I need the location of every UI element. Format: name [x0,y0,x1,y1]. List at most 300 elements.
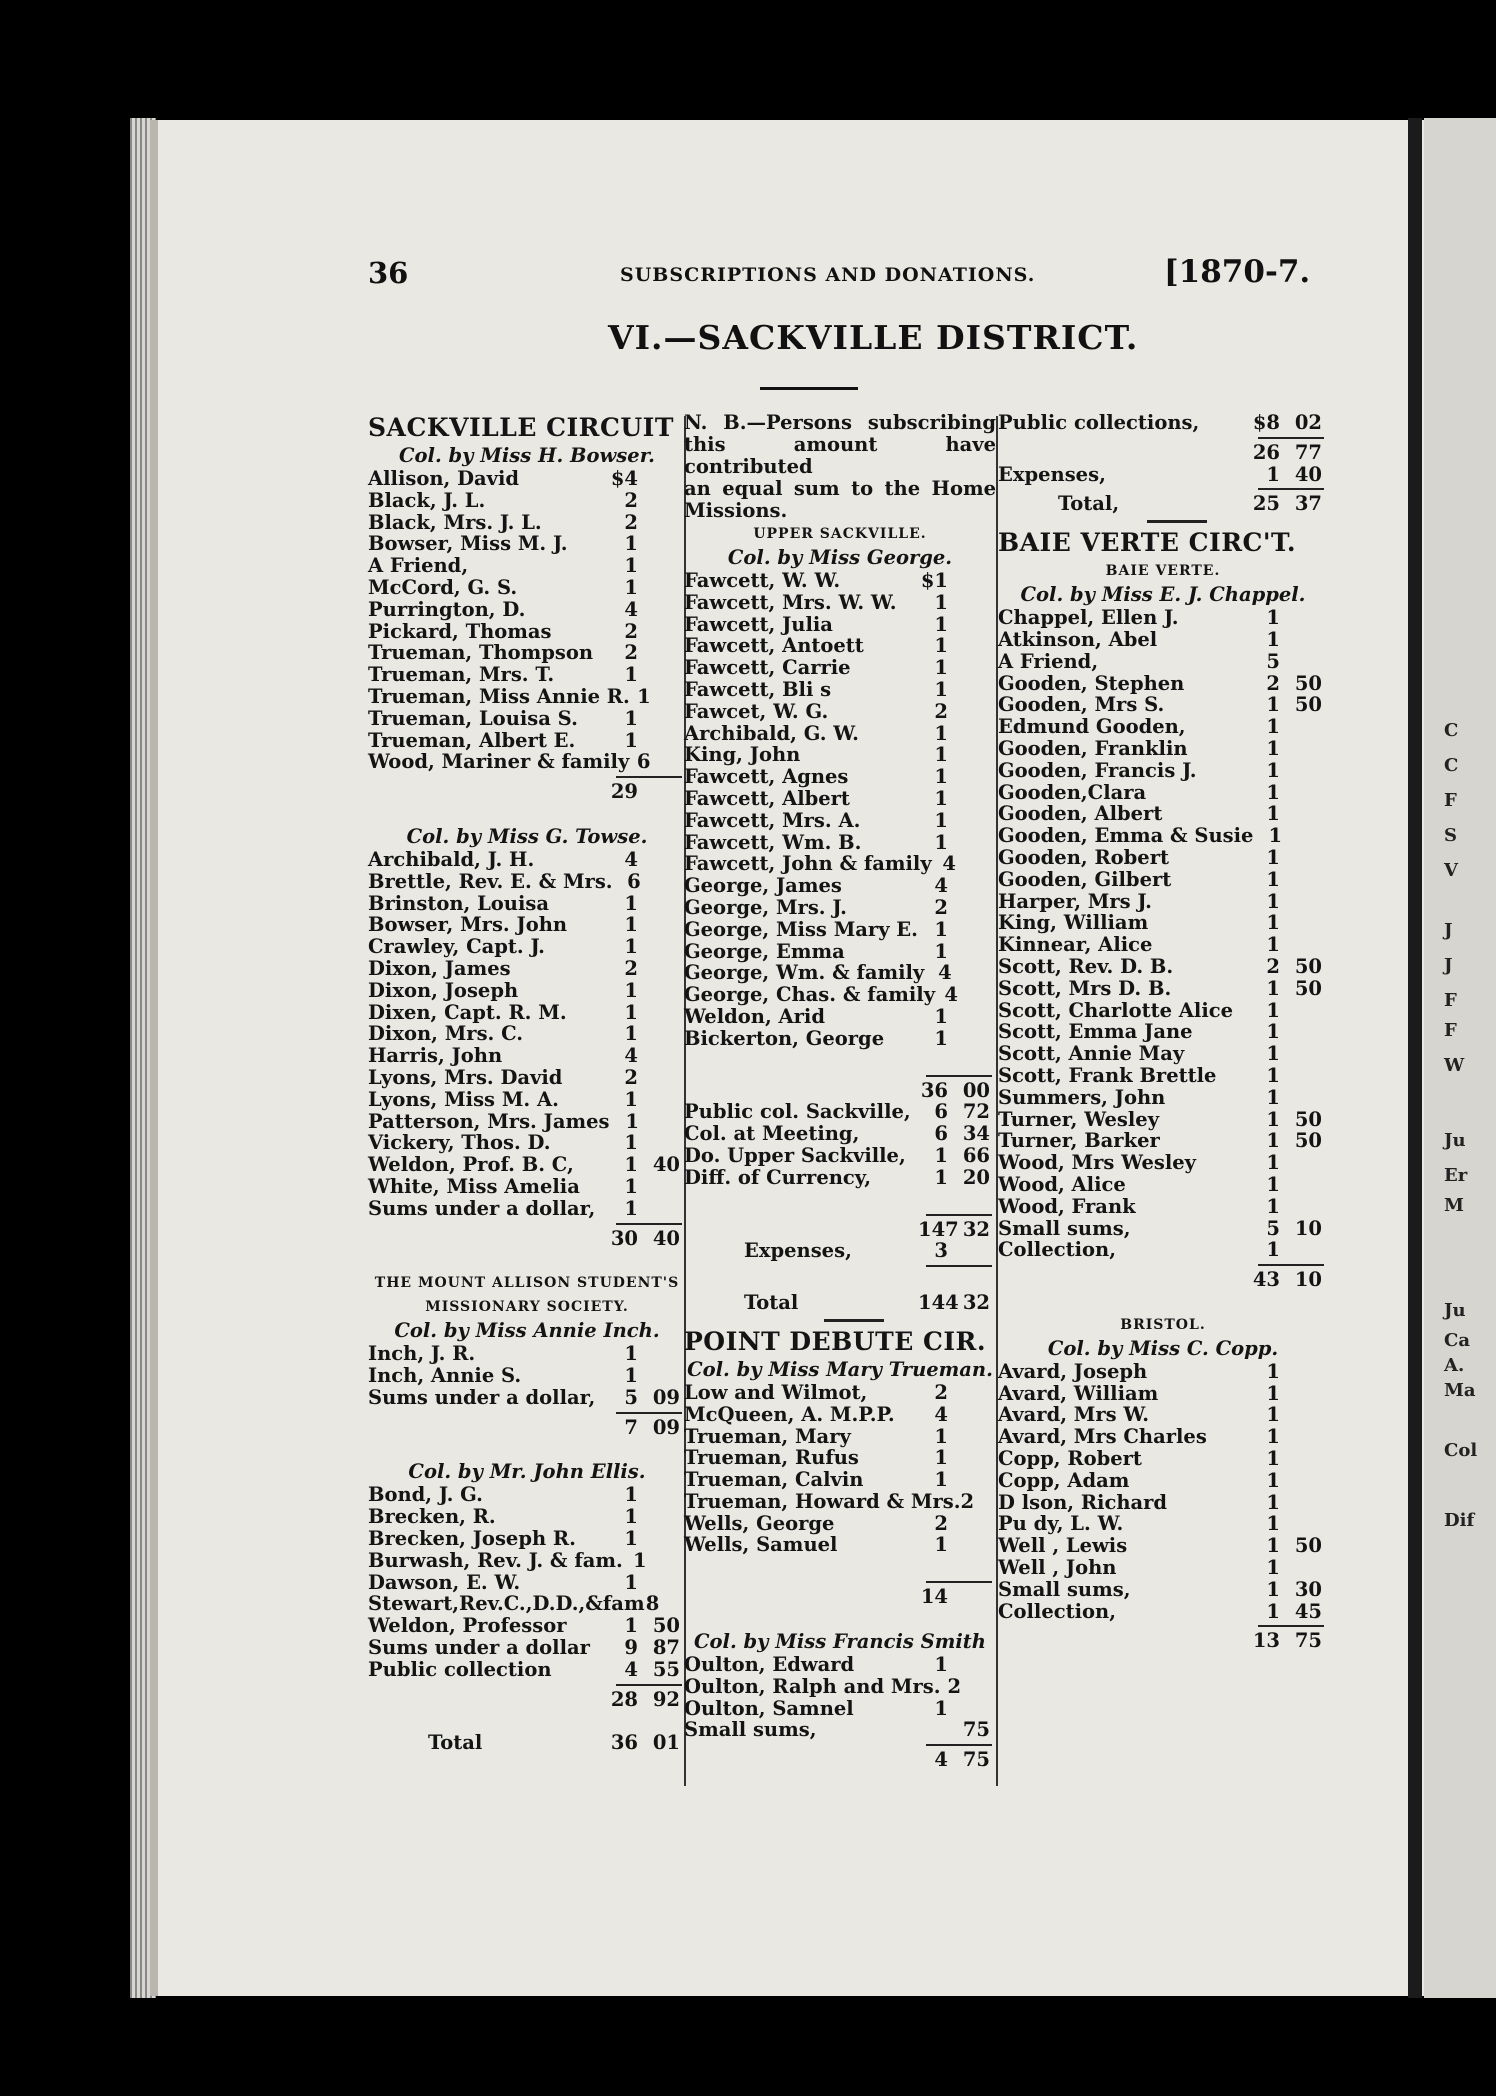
entry-dollars: 1 [1266,715,1280,739]
list-item [368,1002,686,1024]
running-title: SUBSCRIPTIONS AND DONATIONS. [620,264,1036,286]
society-heading: MISSIONARY SOCIETY. [425,1299,629,1316]
entry-name: Wood, Mrs Wesley [998,1151,1196,1175]
list-item [684,1123,996,1145]
list-item [368,936,686,958]
list-item [684,723,996,745]
entry-cents: 50 [1294,671,1322,695]
next-page-fragment: A. [1444,1355,1465,1376]
list-item [998,782,1328,804]
entry-dollars: 1 [624,978,638,1002]
list-item [684,875,996,897]
sum-rule [684,1578,996,1586]
list-item [368,1132,686,1154]
next-page-fragment: M [1444,1195,1464,1216]
list-item [368,871,686,893]
spacer [684,1050,996,1072]
entry-name: Avard, Mrs Charles [998,1425,1207,1449]
subtotal-row [684,1219,996,1241]
list-item [684,1447,996,1469]
entry-dollars: 1 [1266,933,1280,957]
entry-dollars: 1 [1266,1403,1280,1427]
entry-cents: 10 [1294,1216,1322,1240]
list-item [998,1239,1328,1261]
entry-cents: 50 [1294,1129,1322,1153]
list-item [998,1492,1328,1514]
entry-dollars: 1 [624,1131,638,1155]
entry-dollars: 4 [934,1748,948,1772]
entry-dollars: 1 [1266,627,1280,651]
list-item [368,1572,686,1594]
sum-rule [368,1220,686,1228]
entry-cents: 50 [1294,693,1322,717]
section-rule [998,515,1328,527]
sum-rule [368,1681,686,1689]
entry-dollars: 1 [1266,1425,1280,1449]
next-page-fragment: Ju [1444,1300,1466,1321]
sum-rule [684,1072,996,1080]
entry-dollars: 1 [934,656,948,680]
entry-dollars: 1 [1266,606,1280,630]
entry-dollars: 2 [624,1065,638,1089]
entry-name: Patterson, Mrs. James [368,1109,610,1133]
entry-dollars: 1 [934,939,948,963]
entry-dollars: 1 [624,1505,638,1529]
list-item [998,738,1328,760]
spacer [684,1556,996,1578]
entry-dollars: 1 [934,1004,948,1028]
entry-dollars: 2 [624,488,638,512]
list-item [368,577,686,599]
entry-dollars: 2 [1266,671,1280,695]
entry-name: Kinnear, Alice [998,933,1153,957]
list-item [684,1698,996,1720]
entry-cents: 66 [962,1143,990,1167]
entry-name: Gooden,Clara [998,780,1147,804]
spacer [368,1438,686,1460]
entry-name: Bowser, Mrs. John [368,913,568,937]
entry-dollars: 5 [624,1385,638,1409]
entry-name: Gooden, Franklin [998,736,1188,760]
entry-cents: 75 [1294,1629,1322,1653]
entry-name: Diff. of Currency, [684,1165,872,1189]
entry-name: Summers, John [998,1085,1166,1109]
entry-dollars: 1 [624,1153,638,1177]
list-item [368,1615,686,1637]
entry-name: Brettle, Rev. E. & Mrs. [368,869,613,893]
entry-dollars: 25 [1252,492,1280,516]
grand-total-row [368,1732,686,1754]
entry-dollars: 1 [1266,1556,1280,1580]
entry-name: Fawcett, Mrs. W. W. [684,590,897,614]
entry-dollars: 1 [934,1653,948,1677]
entry-name: Total, [1058,492,1120,516]
list-item [998,760,1328,782]
entry-name: Scott, Annie May [998,1042,1185,1066]
sum-rule [684,1262,996,1270]
entry-dollars: 1 [624,1000,638,1024]
entry-dollars: 1 [1266,889,1280,913]
district-title: VI.—SACKVILLE DISTRICT. [608,318,1139,357]
entry-dollars: 1 [1268,824,1283,848]
total-row [998,493,1328,515]
subtotal-row [998,1630,1328,1652]
list-item [368,1593,686,1615]
entry-cents: 92 [652,1687,680,1711]
list-item [998,1361,1328,1383]
next-page-fragment: Ca [1444,1330,1470,1351]
entry-dollars: 6 [636,750,651,774]
entry-dollars: 1 [1266,1194,1280,1218]
entry-dollars: 2 [624,619,638,643]
list-item [684,984,996,1006]
entry-cents: 00 [962,1078,990,1102]
entry-dollars: 26 [1252,440,1280,464]
entry-name: Dawson, E. W. [368,1570,521,1594]
sum-rule [684,1211,996,1219]
entry-name: Gooden, Robert [998,845,1169,869]
collector-line: Col. by Miss C. Copp. [1047,1336,1279,1360]
list-item [368,1023,686,1045]
entry-name: Brinston, Louisa [368,891,550,915]
entry-name: Fawcett, Julia [684,612,833,636]
entry-name: Gooden, Mrs S. [998,693,1165,717]
list-item [684,657,996,679]
entry-cents: 87 [652,1636,680,1660]
spacer [684,1270,996,1292]
entry-dollars: 1 [624,935,638,959]
list-item [684,1426,996,1448]
entry-cents: 50 [1294,1534,1322,1558]
entry-name: Public collection [368,1657,552,1681]
entry-dollars: 13 [1252,1629,1280,1653]
spacer [684,1189,996,1211]
list-item [684,1676,996,1698]
list-item [684,614,996,636]
entry-dollars: 2 [934,1511,948,1535]
list-item [998,716,1328,738]
expenses-row [998,464,1328,486]
list-item [684,810,996,832]
list-item [684,1006,996,1028]
entry-dollars: 1 [934,1424,948,1448]
list-item [998,1065,1328,1087]
list-item [998,1557,1328,1579]
list-item [368,1550,686,1572]
subtotal-row [684,1749,996,1771]
entry-name: Fawcett, Agnes [684,765,849,789]
entry-cents: 50 [652,1614,680,1638]
entry-dollars: 4 [624,847,638,871]
entry-name: Trueman, Mary [684,1424,851,1448]
society-heading: THE MOUNT ALLISON STUDENT'S [374,1275,680,1292]
spacer [368,1249,686,1271]
entry-dollars: 1 [934,1696,948,1720]
entry-name: Archibald, J. H. [368,847,535,871]
list-item [998,1470,1328,1492]
subtotal-row [368,1689,686,1711]
entry-dollars: 1 [624,1364,638,1388]
entry-name: Small sums, [684,1718,817,1742]
entry-dollars: 1 [624,1570,638,1594]
list-item [368,914,686,936]
list-item [998,1404,1328,1426]
list-item [684,592,996,614]
entry-dollars: 1 [1266,867,1280,891]
entry-name: McCord, G. S. [368,575,518,599]
list-item [684,1534,996,1556]
next-page-fragment: Dif [1444,1510,1475,1531]
list-item [368,1067,686,1089]
entry-name: Fawcett, Albert [684,786,850,810]
entry-dollars: 2 [934,1380,948,1404]
list-item [684,1654,996,1676]
entry-name: Gooden, Stephen [998,671,1185,695]
entry-name: Wells, George [684,1511,835,1535]
list-item [684,1513,996,1535]
entry-cents: 09 [652,1385,680,1409]
entry-name: Oulton, Edward [684,1653,855,1677]
collector-line: Col. by Miss H. Bowser. [399,444,655,467]
list-item [998,629,1328,651]
entry-name: Scott, Rev. D. B. [998,954,1174,978]
entry-name: Wood, Alice [998,1172,1126,1196]
entry-dollars: 1 [1266,1490,1280,1514]
spacer [684,1608,996,1630]
entry-dollars: 2 [624,956,638,980]
entry-dollars: 1 [1266,1468,1280,1492]
entry-dollars: 1 [1266,1042,1280,1066]
entry-name: White, Miss Amelia [368,1174,580,1198]
list-item [368,1365,686,1387]
entry-cents: 45 [1294,1599,1322,1623]
next-page-fragment: F [1444,790,1457,811]
list-item [684,962,996,984]
list-item [684,635,996,657]
entry-dollars: 1 [624,891,638,915]
entry-name: Sums under a dollar, [368,1385,596,1409]
next-page-fragment: W [1444,1055,1465,1076]
entry-name: Small sums, [998,1216,1131,1240]
list-item [998,1579,1328,1601]
list-item [368,468,686,490]
entry-name: Lyons, Miss M. A. [368,1087,559,1111]
entry-name: Black, J. L. [368,488,486,512]
list-item [368,708,686,730]
collector-line: Col. by Miss Annie Inch. [394,1319,660,1343]
entry-name: Atkinson, Abel [998,627,1158,651]
collector-line: Col. by Mr. John Ellis. [408,1460,646,1484]
entry-name: Gooden, Francis J. [998,758,1197,782]
page-number: 36 [368,256,409,290]
list-item [368,1198,686,1220]
list-item [368,958,686,980]
entry-name: Turner, Wesley [998,1107,1160,1131]
entry-dollars: 1 [1266,1359,1280,1383]
list-item [998,1448,1328,1470]
list-item [368,1343,686,1365]
subtotal-row [684,1080,996,1102]
entry-dollars: 4 [934,1402,948,1426]
page-gutter [1408,118,1422,1998]
list-item [368,512,686,534]
entry-dollars: 1 [934,1143,948,1167]
total-dollars: 36 [610,1731,638,1755]
entry-cents: 50 [1294,1107,1322,1131]
entry-name: Edmund Gooden, [998,715,1186,739]
column-baie-verte [998,412,1328,1652]
list-item [368,1387,686,1409]
next-page-fragment: Ju [1444,1130,1466,1151]
list-item [684,1382,996,1404]
entry-dollars: 1 [934,1446,948,1470]
list-item [998,803,1328,825]
next-page-fragment: Ma [1444,1380,1476,1401]
entry-name: Fawcet, W. G. [684,699,829,723]
list-item [998,673,1328,695]
section-heading: UPPER SACKVILLE. [753,526,927,542]
entry-name: Low and Wilmot, [684,1380,868,1404]
entry-name: Weldon, Prof. B. C, [368,1153,574,1177]
list-item [368,555,686,577]
entry-dollars: $4 [610,467,638,490]
entry-name: Harper, Mrs J. [998,889,1152,913]
entry-name: Oulton, Samnel [684,1696,854,1720]
entry-dollars: 6 [934,1122,948,1146]
collector-line: Col. by Miss Mary Trueman. [687,1357,993,1381]
entry-name: Well , John [998,1556,1117,1580]
entry-dollars: 1 [1266,736,1280,760]
list-item [998,651,1328,673]
list-item [998,1218,1328,1240]
list-item [684,701,996,723]
entry-name: Copp, Robert [998,1447,1142,1471]
entry-dollars: 1 [1266,1085,1280,1109]
entry-name: Fawcett, Wm. B. [684,830,862,854]
entry-name: Brecken, R. [368,1505,496,1529]
list-item [998,1109,1328,1131]
entry-dollars: 1 [624,1342,638,1366]
entry-dollars: 3 [934,1239,948,1263]
list-item [368,730,686,752]
list-item [684,1469,996,1491]
list-item [998,1130,1328,1152]
list-item [684,1404,996,1426]
list-item [368,893,686,915]
list-item [368,533,686,555]
list-item [998,1000,1328,1022]
list-item [684,679,996,701]
list-item [368,1506,686,1528]
entry-dollars: 1 [1266,1129,1280,1153]
entry-dollars: 1 [934,743,948,767]
spacer [368,1710,686,1732]
list-item [998,1021,1328,1043]
entry-dollars: 1 [1266,1599,1280,1623]
entry-dollars: 28 [610,1687,638,1711]
entry-name: Public col. Sackville, [684,1100,911,1124]
next-page-fragment: Er [1444,1165,1468,1186]
entry-name: Inch, J. R. [368,1342,476,1366]
list-item [368,849,686,871]
list-item [368,1154,686,1176]
entry-dollars: 1 [624,1196,638,1220]
entry-cents: 10 [1294,1268,1322,1292]
list-item [998,1043,1328,1065]
entry-cents: 50 [1294,954,1322,978]
entry-dollars: 1 [1266,693,1280,717]
entry-dollars: 1 [934,1026,948,1050]
entry-dollars: 1 [1266,780,1280,804]
entry-name: Wood, Mariner & family [368,750,630,774]
entry-dollars: 4 [938,961,952,985]
list-item [368,599,686,621]
entry-dollars: 1 [624,1174,638,1198]
entry-name: Trueman, Howard & Mrs. [684,1489,961,1513]
entry-dollars: 1 [1266,1151,1280,1175]
entry-name: George, James [684,874,842,898]
list-item [684,853,996,875]
entry-name: Dixen, Capt. R. M. [368,1000,567,1024]
entry-name: Total [744,1291,799,1315]
next-page-fragment: Col [1444,1440,1478,1461]
entry-cents: 72 [962,1100,990,1124]
note-line: an equal sum to the Home [684,477,996,500]
next-page-fragment: V [1444,860,1458,881]
entry-dollars: 1 [624,728,638,752]
entry-dollars: 1 [633,1548,647,1572]
list-item [998,1087,1328,1109]
list-item [368,1045,686,1067]
sum-rule [368,1409,686,1417]
entry-name: Chappel, Ellen J. [998,606,1179,630]
entry-name: Avard, Joseph [998,1359,1148,1383]
entry-cents: 32 [962,1291,990,1315]
entry-name: Sums under a dollar, [368,1196,596,1220]
entry-dollars: 2 [1266,954,1280,978]
list-item [998,978,1328,1000]
list-item [368,686,686,708]
total-cents: 01 [652,1731,680,1755]
entry-name: Do. Upper Sackville, [684,1143,906,1167]
list-item [368,664,686,686]
entry-cents: 30 [1294,1577,1322,1601]
list-item [684,919,996,941]
entry-dollars: 147 [918,1217,959,1241]
entry-cents: 02 [1294,411,1322,434]
entry-name: Trueman, Calvin [684,1468,864,1492]
entry-name: King, William [998,911,1149,935]
running-year: [1870-7. [1164,254,1311,290]
entry-dollars: 1 [624,913,638,937]
entry-name: Fawcett, Antoett [684,634,864,658]
entry-name: Scott, Frank Brettle [998,1063,1217,1087]
entry-name: Dixon, Joseph [368,978,519,1002]
entry-name: Black, Mrs. J. L. [368,510,542,534]
entry-dollars: 1 [624,1483,638,1507]
sum-rule [368,773,686,781]
entry-dollars: 4 [624,1657,638,1681]
note-line: Missions. [684,499,788,522]
entry-cents: 40 [652,1226,680,1250]
entry-name: Turner, Barker [998,1129,1160,1153]
entry-name: Inch, Annie S. [368,1364,522,1388]
entry-name: Fawcett, Carrie [684,656,851,680]
entry-name: Crawley, Capt. J. [368,935,545,959]
list-item [368,751,686,773]
entry-name: Pickard, Thomas [368,619,552,643]
list-item [368,1637,686,1659]
